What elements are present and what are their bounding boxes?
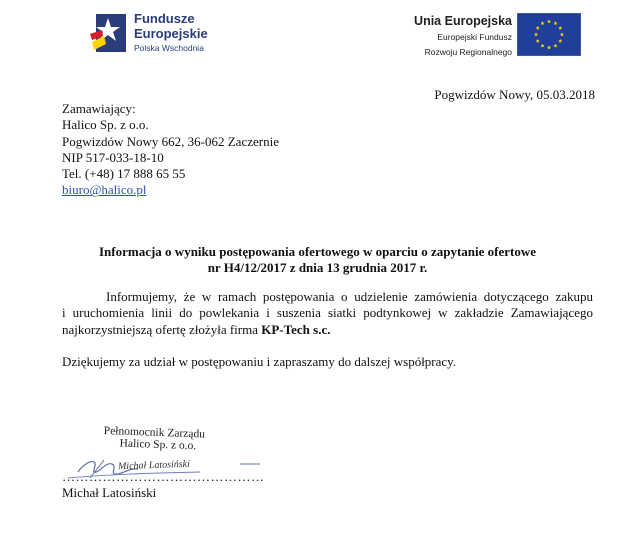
- company-name: Halico Sp. z o.o.: [62, 117, 149, 133]
- thanks-sentence: Dziękujemy za udział w postępowaniu i zapraszamy do dalszej współpracy.: [62, 354, 457, 369]
- eu-logo-title: Unia Europejska: [414, 14, 512, 28]
- contracting-party-block: [62, 101, 279, 199]
- fundusze-europejskie-logo-text: [134, 12, 208, 53]
- letter-subject: [40, 244, 595, 276]
- signature-dotted-line: ………………………………………: [62, 469, 265, 484]
- eu-logo-text: [404, 14, 512, 57]
- fe-logo-line3: Polska Wschodnia: [134, 43, 204, 53]
- fe-logo-line2: Europejskie: [134, 26, 208, 41]
- company-phone: Tel. (+48) 17 888 65 55: [62, 166, 186, 182]
- signer-name: Michał Latosiński: [62, 485, 157, 500]
- contracting-label: Zamawiający:: [62, 101, 136, 116]
- body-line3-text: najkorzystniejszą ofertę złożyła firma: [62, 321, 262, 337]
- body-line3: [62, 322, 593, 338]
- eu-flag-icon: [517, 13, 581, 56]
- winning-firm: KP-Tech s.c.: [261, 321, 331, 337]
- eu-logo-sub2: Rozwoju Regionalnego: [424, 46, 512, 57]
- company-nip: NIP 517-033-18-10: [62, 149, 164, 165]
- subject-line2: nr H4/12/2017 z dnia 13 grudnia 2017 r.: [207, 260, 428, 275]
- body-paragraph: [62, 289, 593, 338]
- place-date: Pogwizdów Nowy, 05.03.2018: [434, 87, 595, 102]
- company-email-link[interactable]: biuro@halico.pl: [62, 182, 147, 198]
- company-address: Pogwizdów Nowy 662, 36-062 Zaczernie: [62, 133, 279, 149]
- subject-line1: Informacja o wyniku postępowania ofertowego w oparciu o zapytanie ofertowe: [98, 244, 537, 259]
- fundusze-europejskie-star-icon: [90, 12, 130, 54]
- stamp-line1: Pełnomocnik Zarządu: [103, 425, 206, 441]
- eu-logo-sub1: Europejski Fundusz: [437, 32, 512, 42]
- body-line2: i uruchomienia linii do powlekania i suszenia siatki podtynkowej w zakładzie Zamawiającego: [62, 305, 593, 321]
- stamp-line2: Halico Sp. z o.o.: [119, 437, 197, 453]
- fe-logo-line1: Fundusze: [134, 11, 195, 26]
- body-line1: Informujemy, że w ramach postępowania o udzielenie zamówienia dotyczącego zakupu: [106, 289, 593, 304]
- stamp-name: Michał Latosiński: [117, 458, 191, 473]
